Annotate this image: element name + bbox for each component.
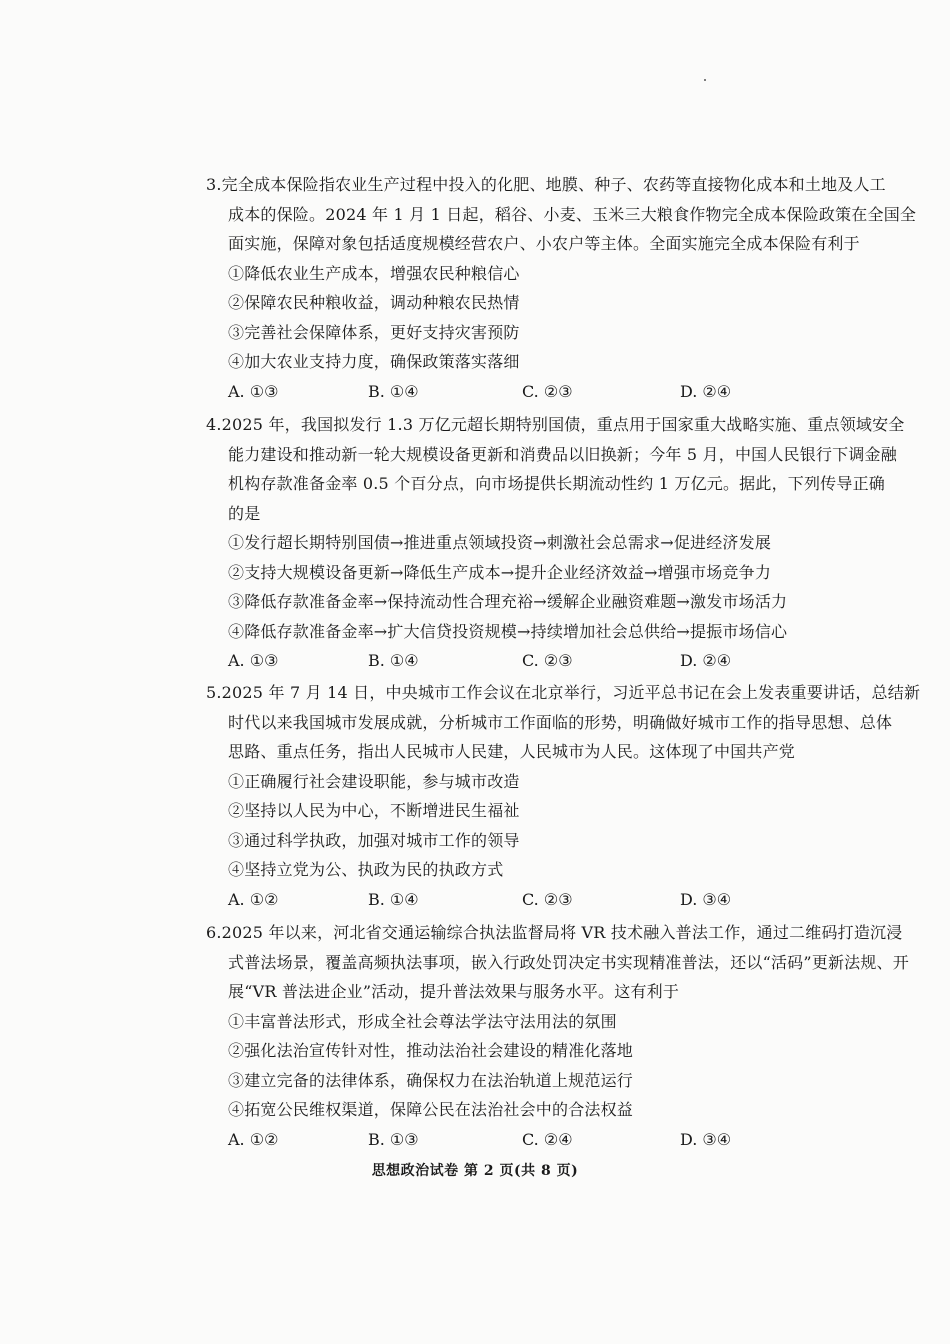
statement-option: ②坚持以人民为中心，不断增进民生福祉	[228, 801, 520, 820]
choice-c: C. ②③	[522, 889, 573, 909]
statement-option: ②强化法治宣传针对性，推动法治社会建设的精准化落地	[228, 1041, 634, 1060]
choice-a: A. ①③	[228, 651, 279, 670]
answer-choices	[206, 646, 876, 676]
choice-b: B. ①③	[368, 1129, 419, 1149]
statement-option: ④降低存款准备金率→扩大信贷投资规模→持续增加社会总供给→提振市场信心	[228, 621, 788, 641]
choice-a: A. ①②	[228, 1129, 279, 1149]
choice-d: D. ②④	[680, 381, 732, 401]
choice-d: D. ③④	[680, 889, 732, 909]
choice-a: A. ①②	[228, 889, 279, 909]
question-stem-line: 4.2025 年，我国拟发行 1.3 万亿元超长期特别国债，重点用于国家重大战略实施、重点领域安全	[206, 415, 905, 434]
statement-option: ④拓宽公民维权渠道，保障公民在法治社会中的合法权益	[228, 1100, 634, 1119]
statement-option: ③建立完备的法律体系，确保权力在法治轨道上规范运行	[228, 1070, 634, 1090]
statement-option: ③完善社会保障体系，更好支持灾害预防	[228, 322, 520, 342]
question-6	[206, 918, 909, 1154]
choice-b: B. ①④	[368, 889, 419, 909]
choice-b: B. ①④	[368, 651, 419, 670]
question-3	[206, 170, 917, 406]
statement-option: ②支持大规模设备更新→降低生产成本→提升企业经济效益→增强市场竞争力	[228, 562, 772, 582]
statement-option: ①降低农业生产成本，增强农民种粮信心	[228, 263, 520, 283]
choice-d: D. ②④	[680, 651, 732, 670]
question-stem-line: 机构存款准备金率 0.5 个百分点，向市场提供长期流动性约 1 万亿元。据此，下列传导正确	[228, 474, 885, 493]
question-stem-line: 5.2025 年 7 月 14 日，中央城市工作会议在北京举行，习近平总书记在会上发表重要讲话，总结新	[206, 683, 921, 702]
answer-choices	[206, 1125, 876, 1155]
page-footer: 思想政治试卷 第 2 页(共 8 页)	[371, 1163, 579, 1179]
question-4	[206, 410, 905, 676]
question-stem-line: 展“VR 普法进企业”活动，提升普法效果与服务水平。这有利于	[228, 982, 680, 1001]
statement-option: ④加大农业支持力度，确保政策落实落细	[228, 352, 520, 371]
question-stem-line: 面实施，保障对象包括适度规模经营农户、小农户等主体。全面实施完全成本保险有利于	[228, 234, 860, 253]
choice-c: C. ②③	[522, 651, 573, 670]
statement-option: ①正确履行社会建设职能，参与城市改造	[228, 771, 520, 791]
question-5	[206, 678, 921, 914]
choice-a: A. ①③	[228, 381, 279, 401]
question-stem-line: 6.2025 年以来，河北省交通运输综合执法监督局将 VR 技术融入普法工作，通过二维码打造沉浸	[206, 923, 903, 942]
answer-choices	[206, 885, 876, 915]
question-stem-line: 的是	[228, 503, 261, 523]
question-stem-line: 式普法场景，覆盖高频执法事项，嵌入行政处罚决定书实现精准普法，还以“活码”更新法规、开	[228, 952, 909, 972]
question-stem-line: 3.完全成本保险指农业生产过程中投入的化肥、地膜、种子、农药等直接物化成本和土地及人工	[206, 175, 886, 194]
statement-option: ③通过科学执政，加强对城市工作的领导	[228, 830, 520, 850]
answer-choices	[206, 377, 876, 407]
scan-speck	[704, 79, 706, 81]
question-stem-line: 思路、重点任务，指出人民城市人民建，人民城市为人民。这体现了中国共产党	[228, 742, 796, 761]
choice-b: B. ①④	[368, 381, 419, 401]
statement-option: ③降低存款准备金率→保持流动性合理充裕→缓解企业融资难题→激发市场活力	[228, 592, 788, 611]
statement-option: ①发行超长期特别国债→推进重点领域投资→刺激社会总需求→促进经济发展	[228, 533, 772, 552]
choice-d: D. ③④	[680, 1129, 732, 1149]
statement-option: ①丰富普法形式，形成全社会尊法学法守法用法的氛围	[228, 1011, 617, 1031]
question-stem-line: 时代以来我国城市发展成就，分析城市工作面临的形势，明确做好城市工作的指导思想、总体	[228, 712, 893, 732]
choice-c: C. ②③	[522, 381, 573, 401]
statement-option: ④坚持立党为公、执政为民的执政方式	[228, 860, 504, 879]
question-stem-line: 成本的保险。2024 年 1 月 1 日起，稻谷、小麦、玉米三大粮食作物完全成本保险政策在全国全	[228, 204, 917, 224]
choice-c: C. ②④	[522, 1129, 573, 1149]
question-stem-line: 能力建设和推动新一轮大规模设备更新和消费品以旧换新；今年 5 月，中国人民银行下调金融	[228, 444, 897, 464]
statement-option: ②保障农民种粮收益，调动种粮农民热情	[228, 293, 520, 312]
